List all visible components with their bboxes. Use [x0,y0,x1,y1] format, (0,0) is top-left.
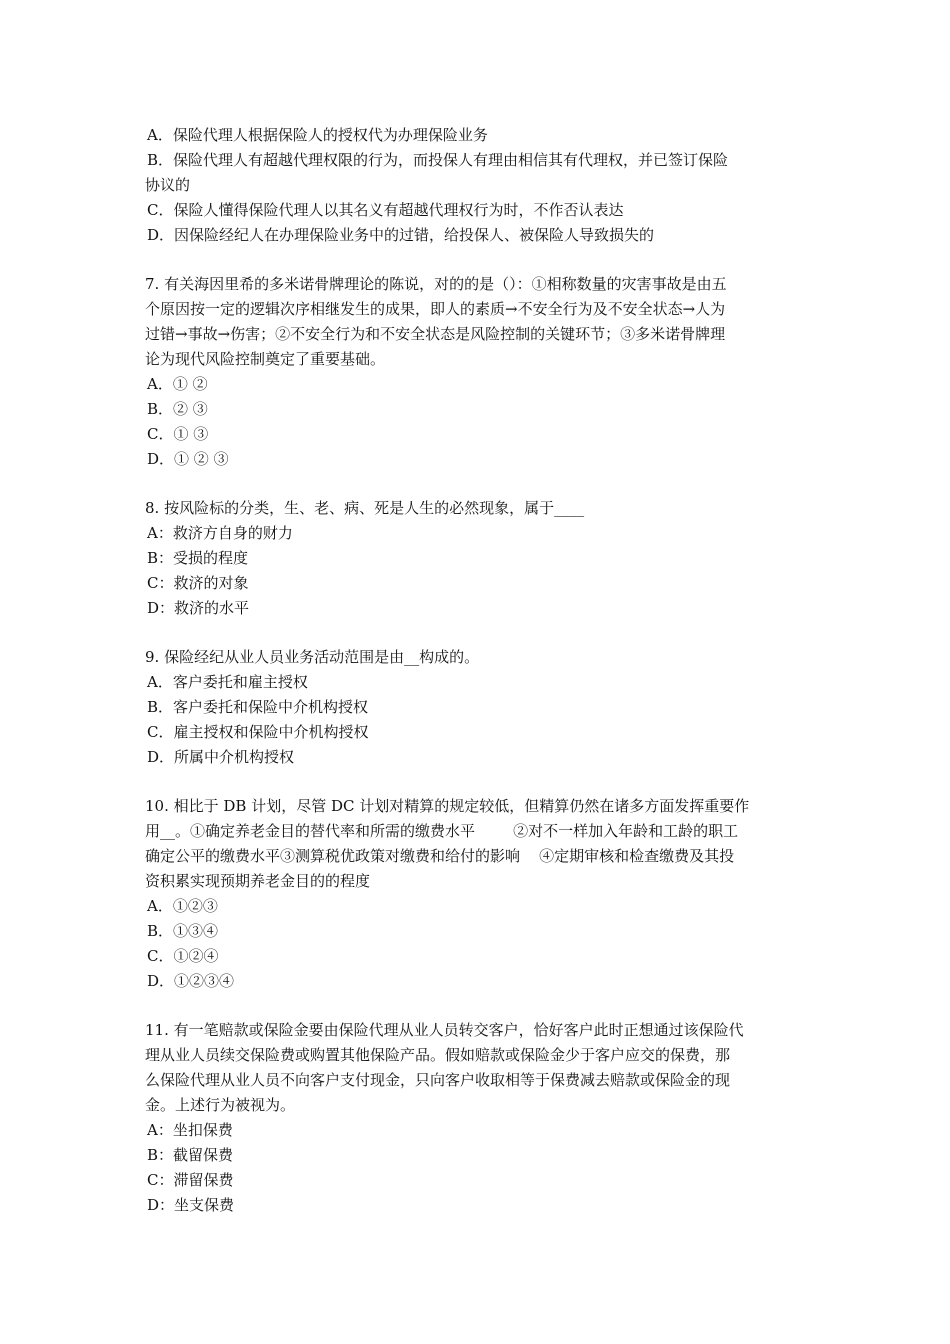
option-a: A．客户委托和雇主授权 [147,673,308,691]
question-11 [145,1018,810,1218]
question-stem: 么保险代理从业人员不向客户支付现金，只向客户收取相等于保费减去赔款或保险金的现 [145,1071,731,1089]
option-b: B：受损的程度 [147,549,249,567]
question-stem: 8. 按风险标的分类，生、老、病、死是人生的必然现象，属于____ [145,499,585,517]
option-b: B：截留保费 [147,1146,234,1164]
question-stem: 金。上述行为被视为。 [145,1096,296,1114]
question-6-options [145,123,810,248]
option-b: B．①③④ [147,922,219,940]
option-a: A．① ② [147,375,208,393]
document-content [145,123,810,1218]
question-9 [145,645,810,770]
option-c: C．①②④ [147,947,219,965]
question-stem: 用__。①确定养老金目的替代率和所需的缴费水平 ②对不一样加入年龄和工龄的职工 [145,822,739,840]
option-b: B．客户委托和保险中介机构授权 [147,698,369,716]
option-a: A．保险代理人根据保险人的授权代为办理保险业务 [147,126,488,144]
option-a: A：救济方自身的财力 [147,524,293,542]
option-b: B．② ③ [147,400,208,418]
question-stem: 确定公平的缴费水平③测算税优政策对缴费和给付的影响 ④定期审核和检查缴费及其投 [145,847,735,865]
question-stem: 论为现代风险控制奠定了重要基础。 [145,350,386,368]
option-d: D．所属中介机构授权 [147,748,295,766]
option-a: A．①②③ [147,897,218,915]
question-stem: 9. 保险经纪从业人员业务活动范围是由__构成的。 [145,648,480,666]
option-a: A：坐扣保费 [147,1121,233,1139]
question-8 [145,496,810,621]
option-d: D．因保险经纪人在办理保险业务中的过错，给投保人、被保险人导致损失的 [147,226,655,244]
option-d: D．①②③④ [147,972,235,990]
option-c: C．保险人懂得保险代理人以其名义有超越代理权行为时，不作否认表达 [147,201,624,219]
question-stem: 过错→事故→伤害；②不安全行为和不安全状态是风险控制的关键环节；③多米诺骨牌理 [145,325,726,343]
option-d: D．① ② ③ [147,450,229,468]
option-c: C．雇主授权和保险中介机构授权 [147,723,369,741]
option-d: D：坐支保费 [147,1196,235,1214]
option-b: B．保险代理人有超越代理权限的行为，而投保人有理由相信其有代理权，并已签订保险 [147,151,729,169]
question-stem: 7. 有关海因里希的多米诺骨牌理论的陈说，对的的是（）：①相称数量的灾害事故是由五 [145,275,727,293]
question-7 [145,272,810,472]
question-10 [145,794,810,994]
question-stem: 11. 有一笔赔款或保险金要由保险代理从业人员转交客户，恰好客户此时正想通过该保险代 [145,1021,744,1039]
question-stem: 理从业人员续交保险费或购置其他保险产品。假如赔款或保险金少于客户应交的保费，那 [145,1046,731,1064]
option-c: C．① ③ [147,425,209,443]
question-stem: 个原因按一定的逻辑次序相继发生的成果，即人的素质→不安全行为及不安全状态→人为 [145,300,726,318]
option-d: D：救济的水平 [147,599,250,617]
option-c: C：滞留保费 [147,1171,234,1189]
option-b-continued: 协议的 [145,176,191,194]
question-stem: 资积累实现预期养老金目的的程度 [145,872,371,890]
question-stem: 10. 相比于 DB 计划，尽管 DC 计划对精算的规定较低，但精算仍然在诸多方面发挥重要作 [145,797,750,815]
option-c: C：救济的对象 [147,574,249,592]
